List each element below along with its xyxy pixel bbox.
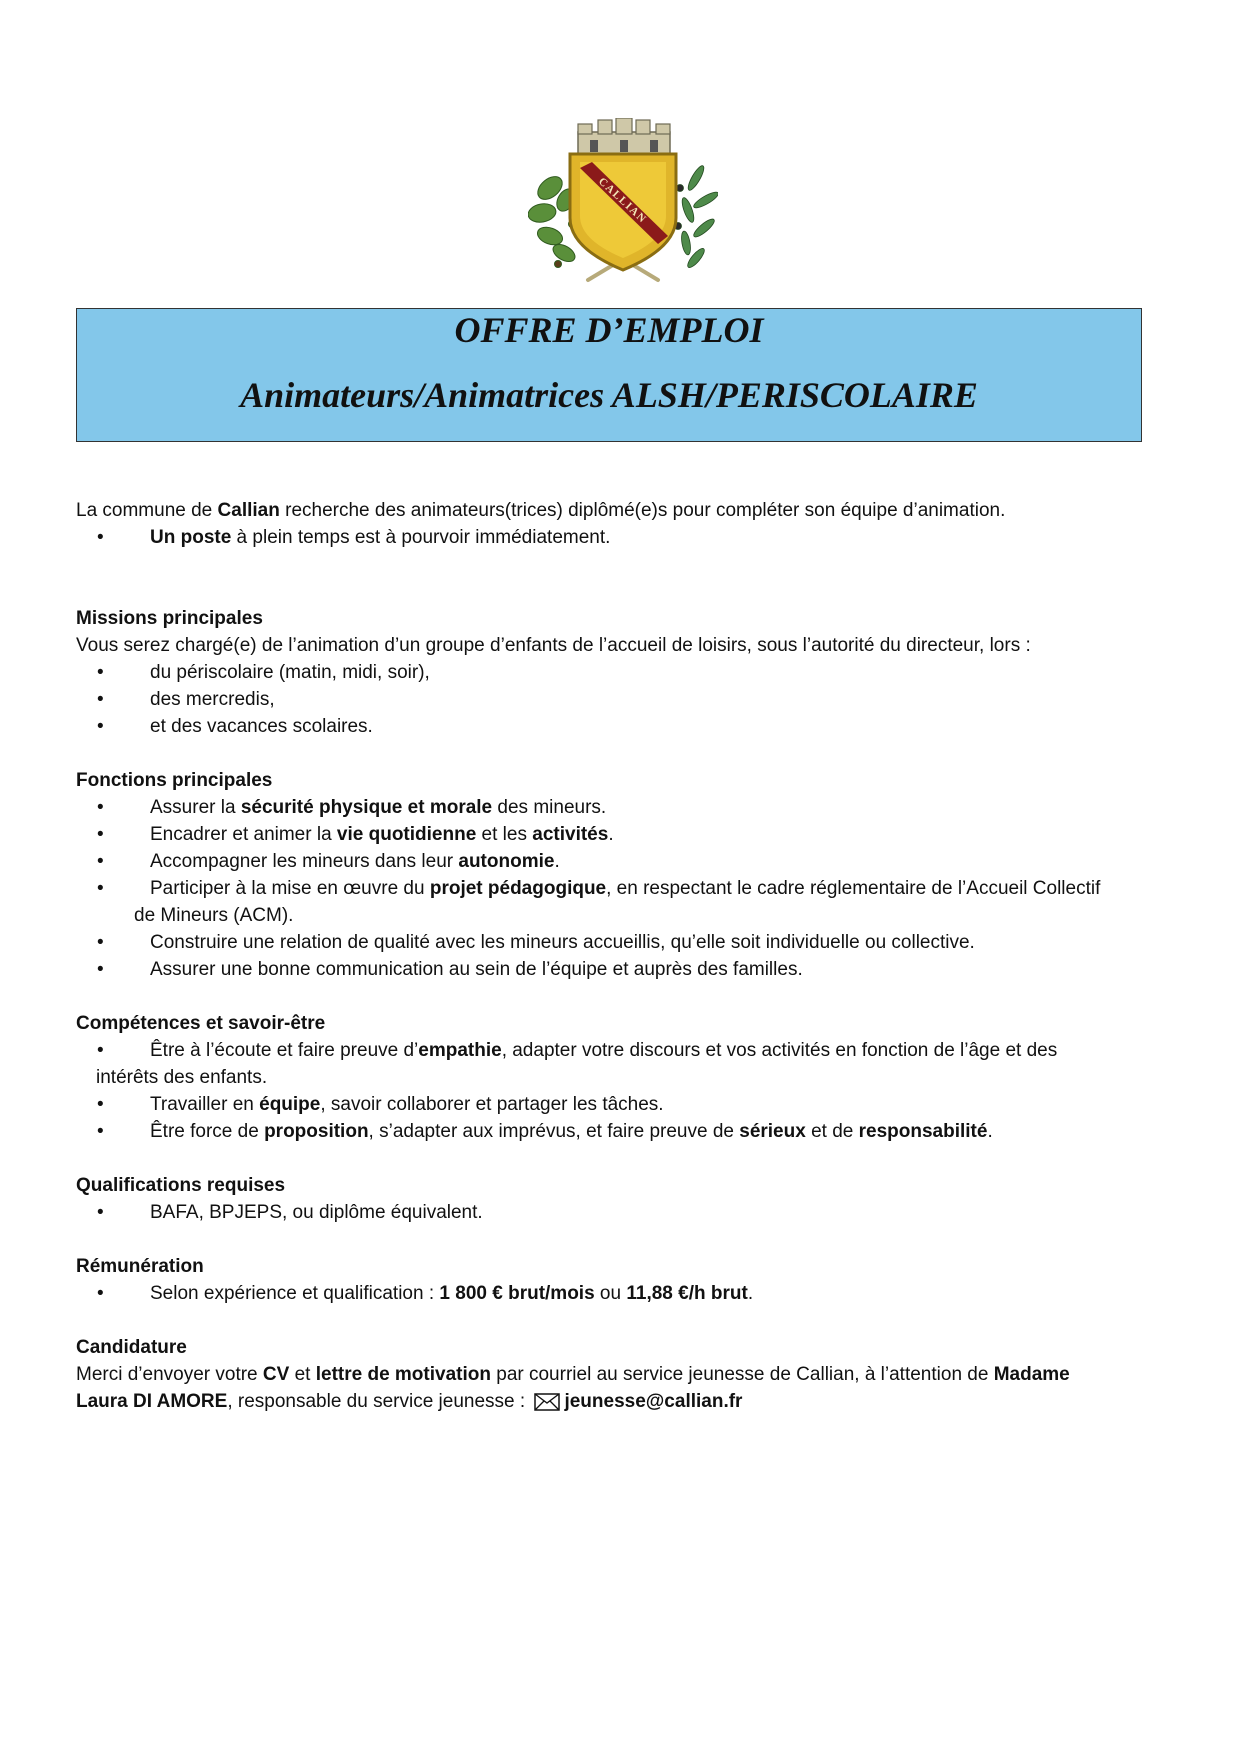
olive-branch [675,164,719,270]
list-item: • Selon expérience et qualification : 1 800 € brut/mois ou 11,88 €/h brut. [97,1283,754,1304]
job-offer-header [76,308,1142,442]
missions-text: Vous serez chargé(e) de l’animation d’un groupe d’enfants de l’accueil de loisirs, sous l’autorité du directeur, lors : [76,635,1031,656]
list-item: • Encadrer et animer la vie quotidienne et les activités. [97,824,614,845]
envelope-icon [534,1393,560,1411]
list-item: • des mercredis, [97,689,275,710]
list-item: • Être à l’écoute et faire preuve d’empathie, adapter votre discours et vos activités en fonction de l’âge et des intérêts des enfants. [96,1040,1058,1088]
qualifications-section [76,1172,1166,1226]
candidature-section [76,1334,1166,1415]
missions-section [76,605,1166,740]
list-item: • Un poste à plein temps est à pourvoir immédiatement. [97,527,611,548]
banner-text: CALLIAN [595,175,649,226]
list-item: • BAFA, BPJEPS, ou diplôme équivalent. [97,1202,483,1223]
fonctions-section [76,767,1166,983]
section-heading: Fonctions principales [76,770,273,791]
list-item: • du périscolaire (matin, midi, soir), [97,662,430,683]
section-heading: Candidature [76,1337,187,1358]
list-item: • Assurer la sécurité physique et morale des mineurs. [97,797,607,818]
intro-text: La commune de Callian recherche des animateurs(trices) diplômé(e)s pour compléter son équipe d’animation. [76,500,1006,521]
section-heading: Qualifications requises [76,1175,286,1196]
intro-list [76,524,1166,551]
page-subtitle: Animateurs/Animatrices ALSH/PERISCOLAIRE [240,375,978,415]
candidature-text: Merci d’envoyer votre CV et lettre de motivation par courriel au service jeunesse de Callian, à l’attention de Madame Laura DI AMORE, responsable du service jeunesse : jeunesse@callian.fr [76,1364,1070,1412]
remuneration-section [76,1253,1166,1307]
page-title: OFFRE D’EMPLOI [454,310,764,350]
list-item: • Construire une relation de qualité avec les mineurs accueillis, qu’elle soit individuelle ou collective. [97,932,975,953]
callian-coat-of-arms-logo [528,118,718,284]
section-heading: Missions principales [76,608,263,629]
list-item: • Accompagner les mineurs dans leur autonomie. [97,851,560,872]
list-item: • et des vacances scolaires. [97,716,373,737]
contact-email[interactable]: jeunesse@callian.fr [564,1391,743,1412]
list-item: • Travailler en équipe, savoir collaborer et partager les tâches. [97,1094,664,1115]
competences-section [76,1010,1166,1145]
list-item: • Assurer une bonne communication au sein de l’équipe et auprès des familles. [97,959,803,980]
list-item: • Participer à la mise en œuvre du projet pédagogique, en respectant le cadre réglementaire de l’Accueil Collectif de Mineurs (ACM). [97,878,1101,926]
section-heading: Compétences et savoir-être [76,1013,326,1034]
section-heading: Rémunération [76,1256,204,1277]
job-description [76,497,1166,1415]
list-item: • Être force de proposition, s’adapter aux imprévus, et faire preuve de sérieux et de responsabilité. [97,1121,993,1142]
